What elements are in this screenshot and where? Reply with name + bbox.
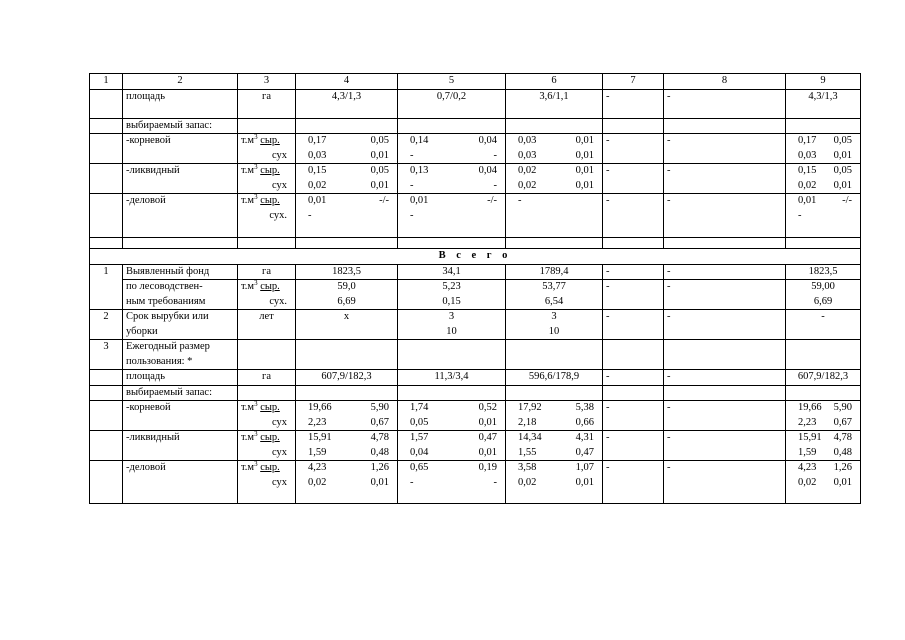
- value-cell: 53,77 6,54: [506, 280, 603, 310]
- forest-resource-table: [89, 73, 861, 504]
- value-cell: 0,7/0,2: [398, 89, 506, 118]
- table-row: [90, 461, 861, 504]
- column-header: 4: [296, 74, 398, 90]
- table-row: [90, 118, 861, 134]
- row-label: площадь: [123, 370, 238, 386]
- unit-cell: га: [238, 264, 296, 280]
- unit-cell: лет: [238, 310, 296, 340]
- value-cell: 1789,4: [506, 264, 603, 280]
- value-cell: 1,74 0,52 0,05 0,01: [398, 401, 506, 431]
- value-cell: 607,9/182,3: [786, 370, 861, 386]
- table-row: [90, 385, 861, 401]
- column-header: 9: [786, 74, 861, 90]
- value-cell: -: [603, 264, 664, 280]
- value-cell: 19,66 5,90 2,23 0,67: [786, 401, 861, 431]
- column-header: 2: [123, 74, 238, 90]
- row-label: -ликвидный: [123, 431, 238, 461]
- value-cell: 1,57 0,47 0,04 0,01: [398, 431, 506, 461]
- value-cell: 14,34 4,31 1,55 0,47: [506, 431, 603, 461]
- value-cell: -: [603, 370, 664, 386]
- value-cell: -: [603, 310, 664, 340]
- value-cell: 0,01 -/- -: [786, 194, 861, 238]
- value-cell: -: [664, 370, 786, 386]
- value-cell: 1823,5: [786, 264, 861, 280]
- row-label: Выявленный фонд: [123, 264, 238, 280]
- section-title: В с е г о: [90, 249, 861, 265]
- row-label: площадь: [123, 89, 238, 118]
- unit-cell: $т.м^3$ сыр. сух.: [238, 194, 296, 238]
- value-cell: 5,23 0,15: [398, 280, 506, 310]
- value-cell: -: [664, 89, 786, 118]
- row-number: 3: [90, 340, 123, 370]
- column-header: 1: [90, 74, 123, 90]
- column-header: 7: [603, 74, 664, 90]
- value-cell: -: [664, 134, 786, 164]
- row-number: 2: [90, 310, 123, 340]
- value-cell: 0,01 -/- -: [296, 194, 398, 238]
- table-row: [90, 310, 861, 340]
- table-row: [90, 401, 861, 431]
- unit-cell: га: [238, 370, 296, 386]
- unit-cell: $т.м^3$ сыр. сух: [238, 431, 296, 461]
- table-row: [90, 280, 861, 310]
- unit-cell: $т.м^3$ сыр. сух.: [238, 280, 296, 310]
- table-row: [90, 238, 861, 249]
- value-cell: 1823,5: [296, 264, 398, 280]
- value-cell: -: [664, 280, 786, 310]
- column-header-row: [90, 74, 861, 90]
- unit-cell: $т.м^3$ сыр. сух: [238, 461, 296, 504]
- column-header: 3: [238, 74, 296, 90]
- table-row: [90, 134, 861, 164]
- value-cell: -: [786, 310, 861, 340]
- value-cell: -: [664, 431, 786, 461]
- value-cell: 0,65 0,19 - -: [398, 461, 506, 504]
- value-cell: -: [664, 461, 786, 504]
- value-cell: 17,92 5,38 2,18 0,66: [506, 401, 603, 431]
- value-cell: 4,23 1,26 0,02 0,01: [786, 461, 861, 504]
- row-label: -ликвидный: [123, 164, 238, 194]
- value-cell: 596,6/178,9: [506, 370, 603, 386]
- value-cell: 3,58 1,07 0,02 0,01: [506, 461, 603, 504]
- value-cell: 0,15 0,05 0,02 0,01: [296, 164, 398, 194]
- row-label: Срок вырубки или уборки: [123, 310, 238, 340]
- value-cell: -: [664, 164, 786, 194]
- row-label: -деловой: [123, 461, 238, 504]
- section-header-row: [90, 249, 861, 265]
- unit-cell: $т.м^3$ сыр. сух: [238, 401, 296, 431]
- value-cell: -: [506, 194, 603, 238]
- value-cell: x: [296, 310, 398, 340]
- value-cell: 3 10: [398, 310, 506, 340]
- row-label: -корневой: [123, 401, 238, 431]
- value-cell: 34,1: [398, 264, 506, 280]
- column-header: 8: [664, 74, 786, 90]
- value-cell: 0,01 -/- -: [398, 194, 506, 238]
- value-cell: 3,6/1,1: [506, 89, 603, 118]
- table-row: [90, 370, 861, 386]
- table-row: [90, 164, 861, 194]
- table-row: [90, 264, 861, 280]
- value-cell: 0,17 0,05 0,03 0,01: [786, 134, 861, 164]
- value-cell: 0,17 0,05 0,03 0,01: [296, 134, 398, 164]
- value-cell: 607,9/182,3: [296, 370, 398, 386]
- value-cell: 59,00 6,69: [786, 280, 861, 310]
- row-label: -корневой: [123, 134, 238, 164]
- table-row: [90, 340, 861, 370]
- table-row: [90, 89, 861, 118]
- value-cell: -: [664, 264, 786, 280]
- unit-cell: $т.м^3$ сыр. сух: [238, 164, 296, 194]
- column-header: 6: [506, 74, 603, 90]
- value-cell: -: [603, 194, 664, 238]
- value-cell: -: [603, 401, 664, 431]
- unit-cell: га: [238, 89, 296, 118]
- row-number: 1: [90, 264, 123, 310]
- value-cell: -: [603, 280, 664, 310]
- row-label: по лесоводствен- ным требованиям: [123, 280, 238, 310]
- value-cell: 4,3/1,3: [296, 89, 398, 118]
- unit-cell: $т.м^3$ сыр. сух: [238, 134, 296, 164]
- row-label: выбираемый запас:: [123, 118, 238, 134]
- value-cell: 19,66 5,90 2,23 0,67: [296, 401, 398, 431]
- value-cell: 0,13 0,04 - -: [398, 164, 506, 194]
- value-cell: -: [603, 461, 664, 504]
- value-cell: 0,14 0,04 - -: [398, 134, 506, 164]
- row-label: -деловой: [123, 194, 238, 238]
- value-cell: 4,3/1,3: [786, 89, 861, 118]
- value-cell: -: [603, 89, 664, 118]
- value-cell: 15,91 4,78 1,59 0,48: [296, 431, 398, 461]
- value-cell: 59,0 6,69: [296, 280, 398, 310]
- row-label: Ежегодный размер пользования: *: [123, 340, 238, 370]
- row-label: выбираемый запас:: [123, 385, 238, 401]
- value-cell: -: [664, 310, 786, 340]
- column-header: 5: [398, 74, 506, 90]
- value-cell: -: [603, 164, 664, 194]
- table-row: [90, 194, 861, 238]
- value-cell: 0,02 0,01 0,02 0,01: [506, 164, 603, 194]
- value-cell: -: [664, 401, 786, 431]
- value-cell: 3 10: [506, 310, 603, 340]
- table-row: [90, 431, 861, 461]
- value-cell: 0,15 0,05 0,02 0,01: [786, 164, 861, 194]
- value-cell: 15,91 4,78 1,59 0,48: [786, 431, 861, 461]
- value-cell: -: [664, 194, 786, 238]
- value-cell: -: [603, 431, 664, 461]
- value-cell: 4,23 1,26 0,02 0,01: [296, 461, 398, 504]
- value-cell: -: [603, 134, 664, 164]
- value-cell: 0,03 0,01 0,03 0,01: [506, 134, 603, 164]
- value-cell: 11,3/3,4: [398, 370, 506, 386]
